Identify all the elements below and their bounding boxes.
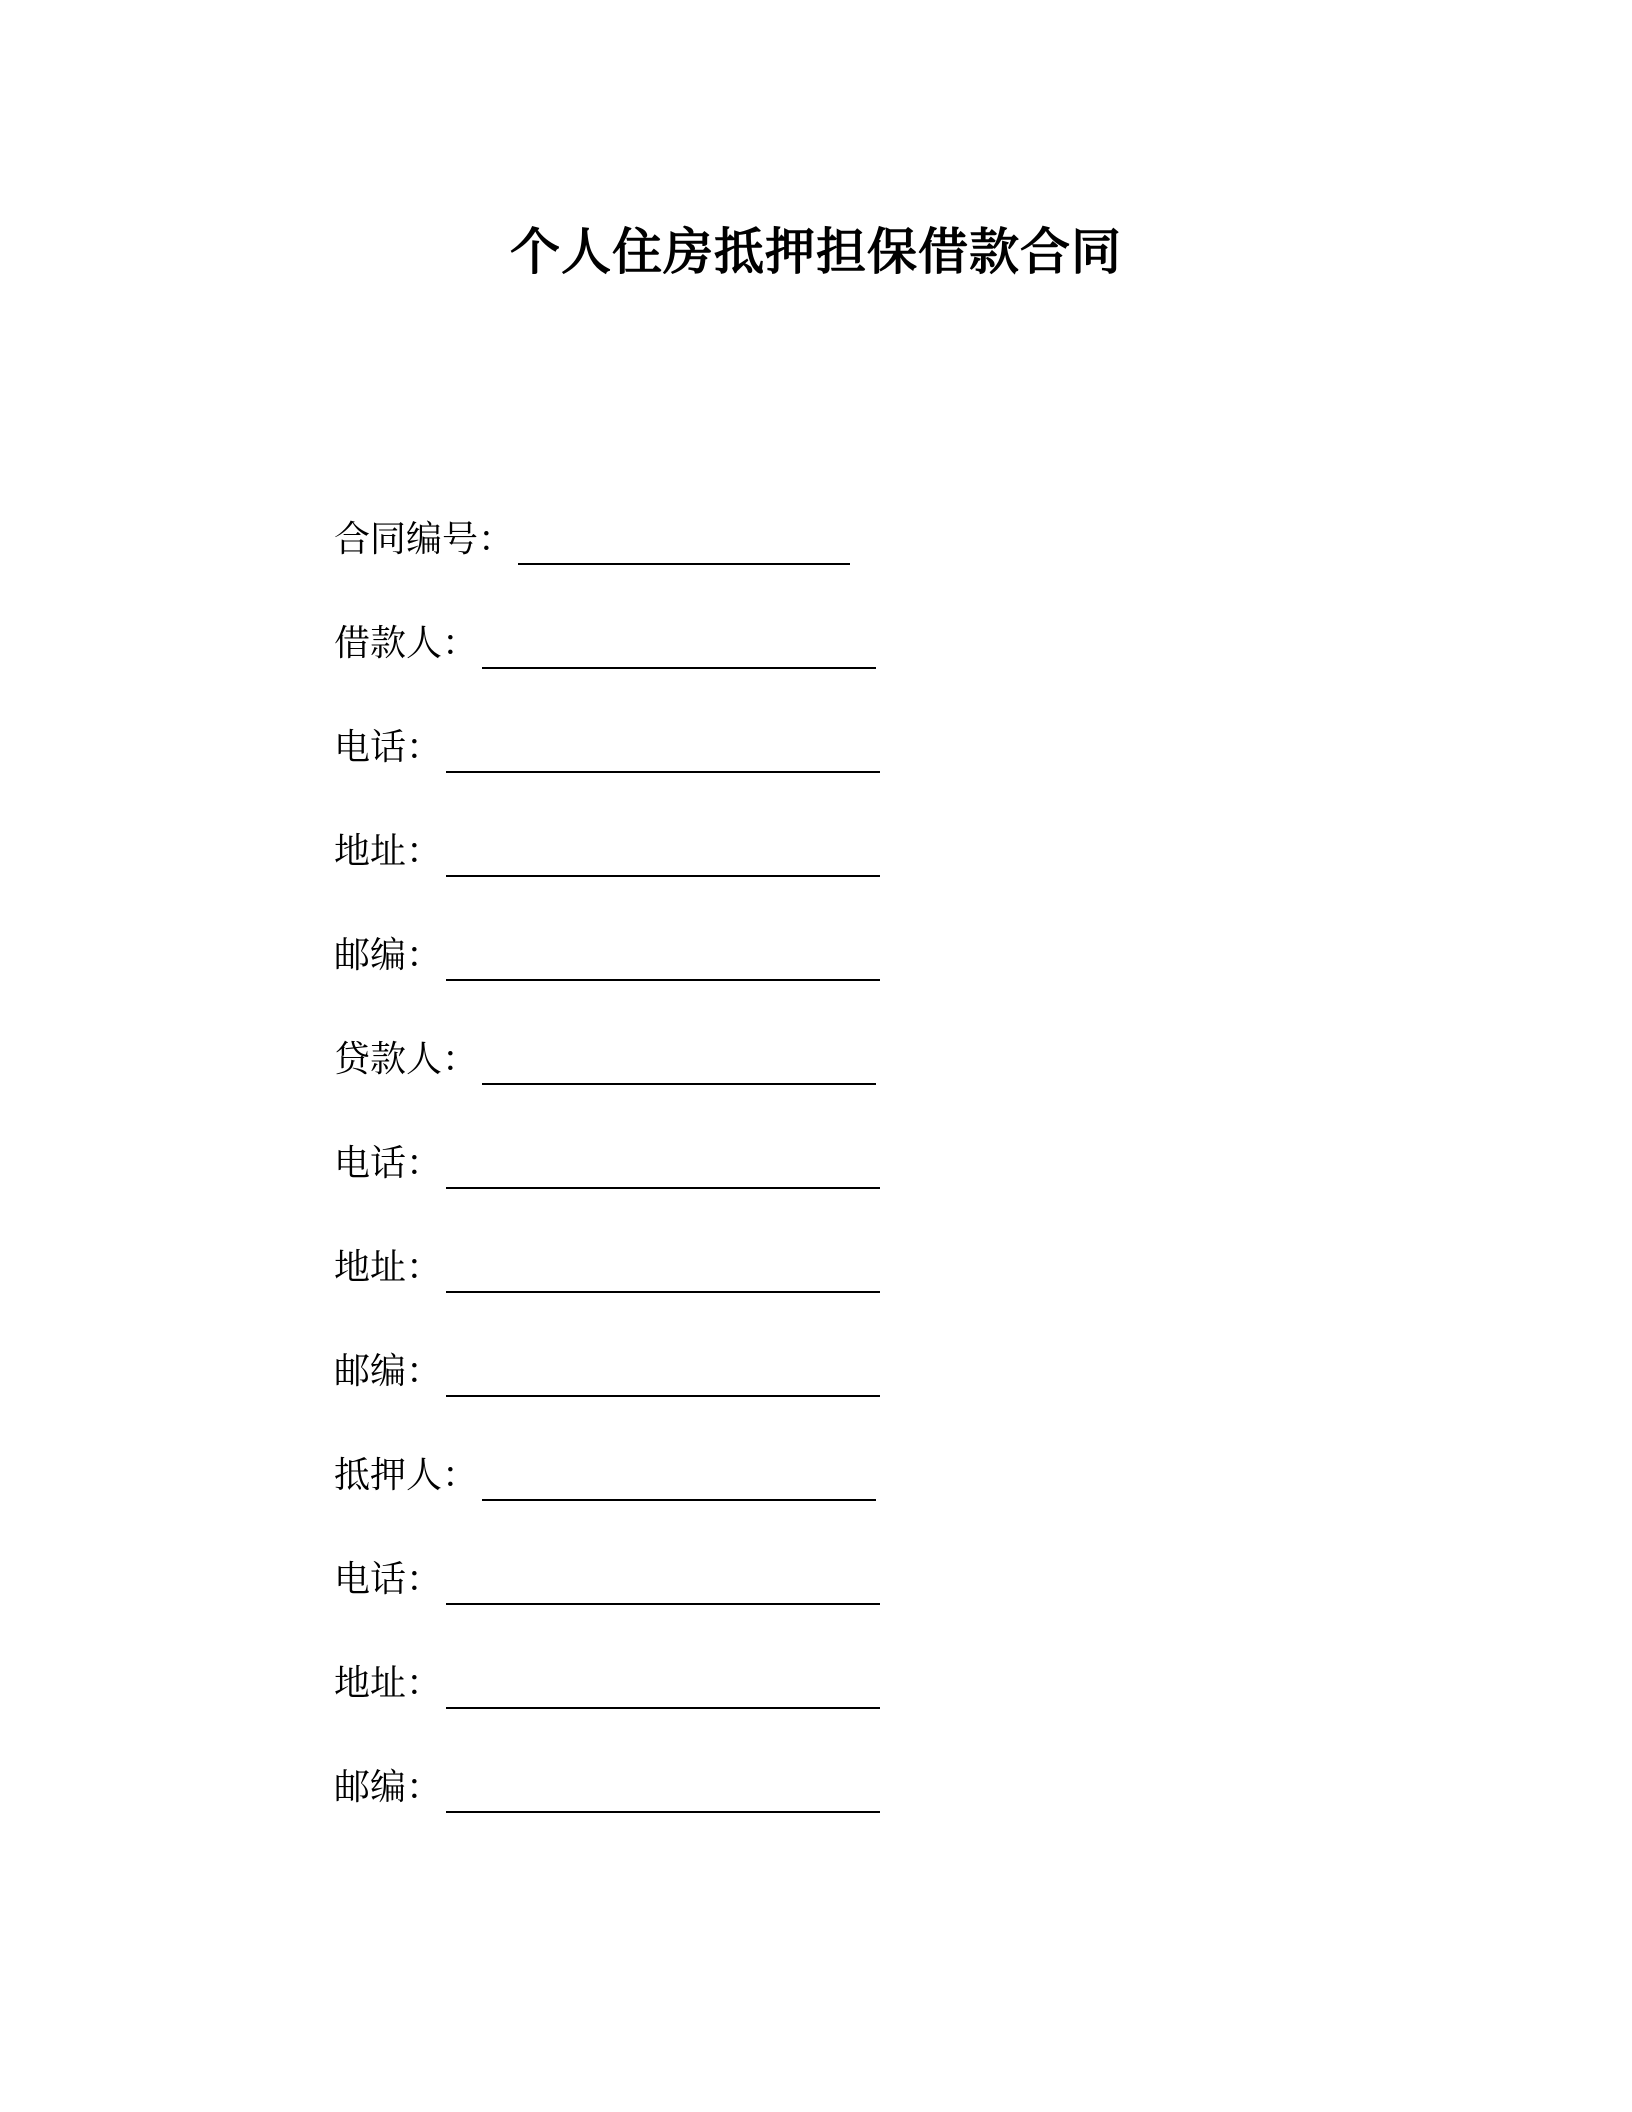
field-lender-phone: [334, 1112, 880, 1216]
field-mortgagor-postcode: [334, 1736, 880, 1840]
field-label: 邮编：: [334, 1351, 443, 1392]
borrower-blank[interactable]: [482, 627, 876, 669]
field-lender-address: [334, 1216, 880, 1320]
field-label: 电话：: [334, 1559, 443, 1600]
field-label: 地址：: [334, 1247, 443, 1288]
borrower-address-blank[interactable]: [446, 835, 880, 877]
field-lender-postcode: [334, 1320, 880, 1424]
field-label: 贷款人：: [334, 1039, 479, 1080]
field-borrower-phone: [334, 696, 880, 800]
field-mortgagor-address: [334, 1632, 880, 1736]
lender-postcode-blank[interactable]: [446, 1355, 880, 1397]
field-label: 邮编：: [334, 1767, 443, 1808]
field-label: 借款人：: [334, 623, 479, 664]
field-borrower-postcode: [334, 904, 880, 1008]
document-title: 个人住房抵押担保借款合同: [510, 223, 1122, 281]
field-label: 邮编：: [334, 935, 443, 976]
field-mortgagor: [334, 1424, 880, 1528]
field-label: 电话：: [334, 727, 443, 768]
borrower-phone-blank[interactable]: [446, 731, 880, 773]
mortgagor-postcode-blank[interactable]: [446, 1771, 880, 1813]
lender-blank[interactable]: [482, 1043, 876, 1085]
field-label: 合同编号：: [334, 519, 515, 560]
field-label: 地址：: [334, 831, 443, 872]
mortgagor-phone-blank[interactable]: [446, 1563, 880, 1605]
mortgagor-address-blank[interactable]: [446, 1667, 880, 1709]
lender-phone-blank[interactable]: [446, 1147, 880, 1189]
field-mortgagor-phone: [334, 1528, 880, 1632]
field-contract-number: [334, 488, 880, 592]
field-borrower: [334, 592, 880, 696]
field-lender: [334, 1008, 880, 1112]
borrower-postcode-blank[interactable]: [446, 939, 880, 981]
field-label: 电话：: [334, 1143, 443, 1184]
mortgagor-blank[interactable]: [482, 1459, 876, 1501]
contract-fields: [334, 488, 880, 1840]
field-label: 抵押人：: [334, 1455, 479, 1496]
lender-address-blank[interactable]: [446, 1251, 880, 1293]
field-borrower-address: [334, 800, 880, 904]
field-label: 地址：: [334, 1663, 443, 1704]
contract-number-blank[interactable]: [518, 523, 850, 565]
